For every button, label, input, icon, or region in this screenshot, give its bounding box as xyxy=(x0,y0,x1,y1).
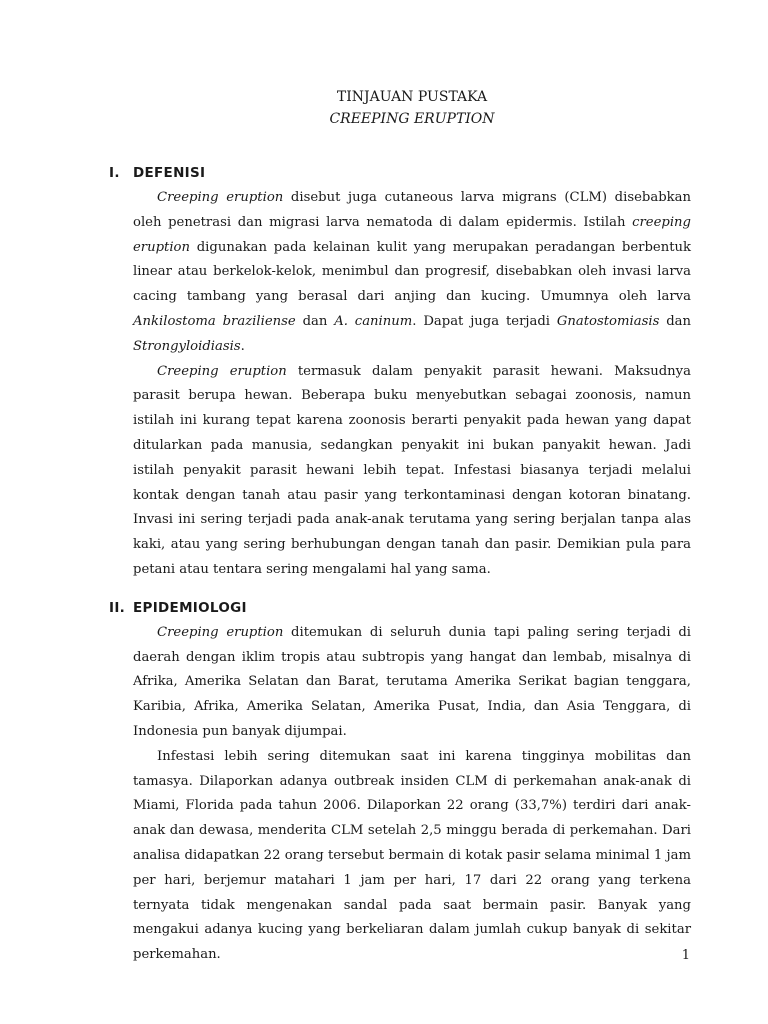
section-epidemiologi xyxy=(109,597,691,968)
italic-term: Gnatostomiasis xyxy=(556,313,660,329)
paragraph: Infestasi lebih sering ditemukan saat ini karena tingginya mobilitas dan tamasya. Dilaporkan adanya outbreak insiden CLM di perkemahan anak-anak di Miami, Florida pada tahun 2006. Dilaporkan 22 orang (33,7%) terdiri dari anak-anak dan dewasa, menderita CLM setelah 2,5 minggu berada di perkemahan. Dari analisa didapatkan 22 orang tersebut bermain di kotak pasir selama minimal 1 jam per hari, berjemur matahari 1 jam per hari, 17 dari 22 orang yang terkena ternyata tidak mengenakan sandal pada saat bermain pasir. Banyak yang mengakui adanya kucing yang berkeliaran dalam jumlah cukup banyak di sekitar perkemahan. xyxy=(133,748,691,963)
italic-term: A. caninum xyxy=(334,313,413,329)
italic-term: Ankilostoma braziliense xyxy=(133,313,296,329)
section-number: I. xyxy=(109,165,120,181)
paragraph: Creeping eruption ditemukan di seluruh dunia tapi paling sering terjadi di daerah dengan iklim tropis atau subtropis yang hangat dan lembab, misalnya di Afrika, Amerika Selatan dan Barat, terutama Amerika Serikat bagian tenggara, Karibia, Afrika, Amerika Selatan, Amerika Pusat, India, dan Asia Tenggara, di Indonesia pun banyak dijumpai. xyxy=(133,624,691,739)
page-content xyxy=(109,86,692,968)
paragraph: Creeping eruption disebut juga cutaneous larva migrans (CLM) disebabkan oleh penetrasi dan migrasi larva nematoda di dalam epidermis. Istilah creeping eruption digunakan pada kelainan kulit yang merupakan peradangan berbentuk linear atau berkelok-kelok, menimbul dan progresif, disebabkan oleh invasi larva cacing tambang yang berasal dari anjing dan kucing. Umumnya oleh larva Ankilostoma braziliense dan A. caninum. Dapat juga terjadi Gnatostomiasis dan Strongyloidiasis. xyxy=(133,190,692,354)
italic-term: Strongyloidiasis xyxy=(133,338,241,354)
page-title: TINJAUAN PUSTAKA xyxy=(336,89,488,105)
section-number: II. xyxy=(109,599,126,616)
paragraph: Creeping eruption termasuk dalam penyakit parasit hewani. Maksudnya parasit berupa hewan. Beberapa buku menyebutkan sebagai zoonosis, namun istilah ini kurang tepat karena zoonosis berarti penyakit pada hewan yang dapat ditularkan pada manusia, sedangkan penyakit ini bukan panyakit hewan. Jadi istilah penyakit parasit hewani lebih tepat. Infestasi biasanya terjadi melalui kontak dengan tanah atau pasir yang terkontaminasi dengan kotoran binatang. Invasi ini sering terjadi pada anak-anak terutama yang sering berjalan tanpa alas kaki, atau yang sering berhubungan dengan tanah dan pasir. Demikian pula para petani atau tentara sering mengalami hal yang sama. xyxy=(133,363,691,577)
section-heading xyxy=(109,162,691,184)
section-title: DEFENISI xyxy=(133,165,206,181)
page-subtitle: CREEPING ERUPTION xyxy=(329,111,495,127)
section-title: EPIDEMIOLOGI xyxy=(133,599,247,616)
section-heading xyxy=(109,597,691,619)
section-defenisi xyxy=(109,162,692,583)
italic-term: Creeping eruption xyxy=(157,363,287,379)
italic-term: Creeping eruption xyxy=(157,190,284,205)
italic-term: Creeping eruption xyxy=(157,624,284,640)
page-number: 1 xyxy=(681,948,690,963)
italic-term: creeping eruption xyxy=(133,214,691,255)
